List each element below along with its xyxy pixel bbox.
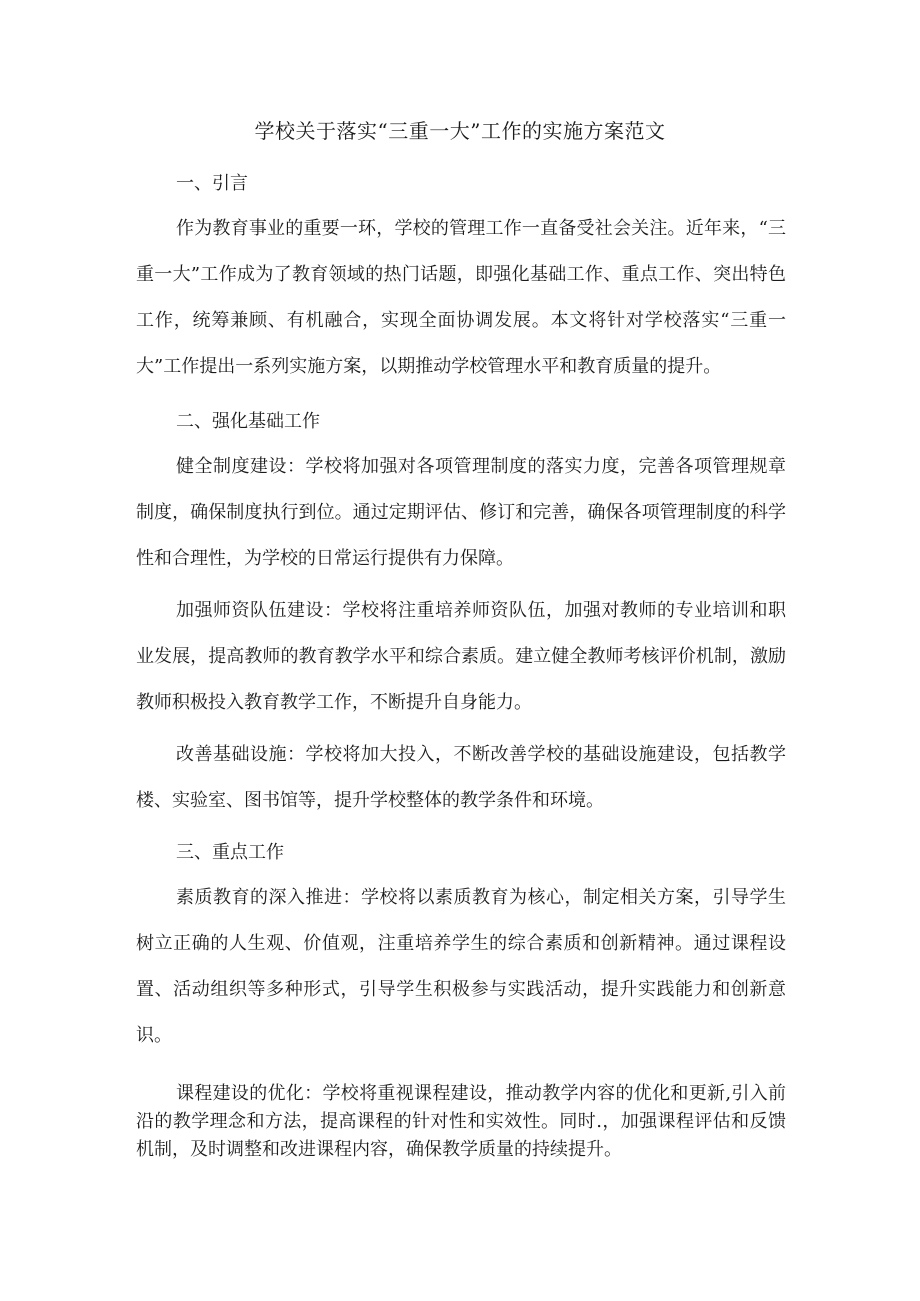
section-heading-foundation: 二、强化基础工作 [176, 411, 320, 432]
paragraph-introduction: 作为教育事业的重要一环，学校的管理工作一直备受社会关注。近年来，“三重一大”工作成为了教育领域的热门话题，即强化基础工作、重点工作、突出特色工作，统筹兼顾、有机融合，实现全面协调发展。本文将针对学校落实“三重一大”工作提出一系列实施方案，以期推动学校管理水平和教育质量的提升。 [136, 218, 786, 377]
document-title: 学校关于落实“三重一大”工作的实施方案范文 [254, 119, 666, 143]
paragraph-teacher-development: 加强师资队伍建设：学校将注重培养师资队伍，加强对教师的专业培训和职业发展，提高教师的教育教学水平和综合素质。建立健全教师考核评价机制，激励教师积极投入教育教学工作，不断提升自身能力。 [136, 600, 786, 713]
paragraph-infrastructure: 改善基础设施：学校将加大投入，不断改善学校的基础设施建设，包括教学楼、实验室、图书馆等，提升学校整体的教学条件和环境。 [136, 744, 786, 811]
paragraph-quality-education: 素质教育的深入推进：学校将以素质教育为核心，制定相关方案，引导学生树立正确的人生观、价值观，注重培养学生的综合素质和创新精神。通过课程设置、活动组织等多种形式，引导学生积极参与实践活动，提升实践能力和创新意识。 [136, 887, 786, 1046]
section-heading-key-work: 三、重点工作 [176, 842, 284, 863]
paragraph-curriculum-optimization: 课程建设的优化：学校将重视课程建设，推动教学内容的优化和更新,引入前沿的教学理念和方法，提高课程的针对性和实效性。同时.，加强课程评估和反馈机制，及时调整和改进课程内容，确保教学质量的持续提升。 [136, 1083, 786, 1160]
section-heading-introduction: 一、引言 [176, 173, 248, 194]
paragraph-institution-building: 健全制度建设：学校将加强对各项管理制度的落实力度，完善各项管理规章制度，确保制度执行到位。通过定期评估、修订和完善，确保各项管理制度的科学性和合理性，为学校的日常运行提供有力保障。 [136, 456, 786, 569]
